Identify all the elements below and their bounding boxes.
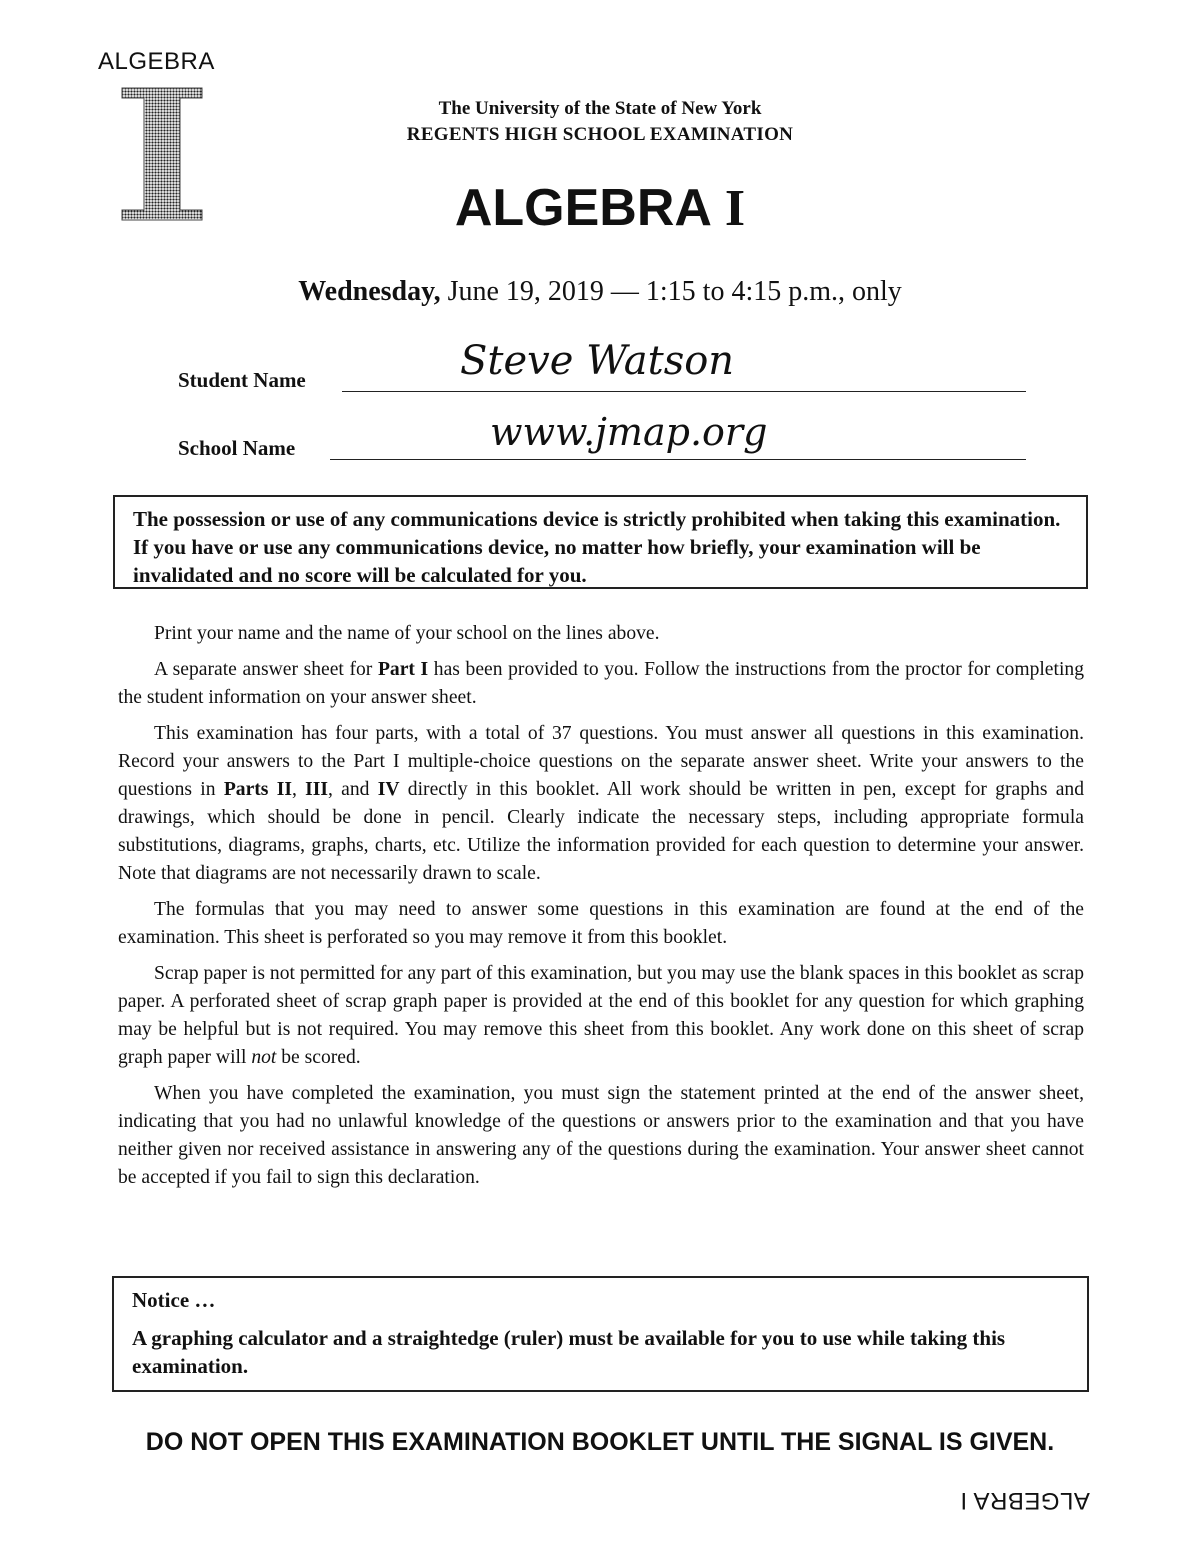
device-warning-text: The possession or use of any communications device is strictly prohibited when taking this examination. If you have or use any communications device, no matter how briefly, your examination will be invalidated and no score will be calculated for you.: [133, 507, 1061, 587]
instruction-paragraph: When you have completed the examination, you must sign the statement printed at the end of the answer sheet, indicating that you had no unlawful knowledge of the questions or answers prior to the examination and that you have neither given nor received assistance in answering any of the questions during the examination. Your answer sheet cannot be accepted if you fail to sign this declaration.: [118, 1083, 1084, 1188]
university-name: The University of the State of New York: [438, 98, 762, 119]
instruction-paragraph: This examination has four parts, with a total of 37 questions. You must answer all questions in this examination. Record your answers to the Part I multiple-choice questions on the separate answer sheet. Write your answers to the questions in Parts II, III, and IV directly in this booklet. All work should be written in pen, except for graphs and drawings, which should be done in pencil. Clearly indicate the necessary steps, including appropriate formula substitutions, diagrams, graphs, charts, etc. Utilize the information provided for each question to determine your answer. Note that diagrams are not necessarily drawn to scale.: [118, 723, 1085, 884]
corner-subject-label: ALGEBRA: [98, 48, 215, 75]
exam-header: [300, 96, 900, 148]
instruction-paragraph: Scrap paper is not permitted for any part of this examination, but you may use the blank spaces in this booklet as scrap paper. A perforated sheet of scrap graph paper is provided at the end of this booklet for any question for which graphing may be helpful but is not required. You may remove this sheet from this booklet. Any work done on this sheet of scrap graph paper will not be scored.: [118, 963, 1084, 1068]
calculator-notice-box: [112, 1276, 1089, 1392]
instructions: [118, 620, 1084, 1200]
exam-day: Wednesday,: [298, 276, 441, 307]
school-name-line: [330, 459, 1026, 460]
exam-date-time: June 19, 2019 — 1:15 to 4:15 p.m., only: [447, 276, 902, 307]
do-not-open-warning: DO NOT OPEN THIS EXAMINATION BOOKLET UNTIL THE SIGNAL IS GIVEN.: [145, 1428, 1055, 1456]
school-name-label: School Name: [178, 436, 296, 460]
exam-title: [300, 176, 900, 241]
notice-text: A graphing calculator and a straightedge (ruler) must be available for you to use while taking this examination.: [132, 1326, 1006, 1378]
exam-type: REGENTS HIGH SCHOOL EXAMINATION: [406, 124, 794, 145]
student-name-line: [342, 391, 1026, 392]
instruction-paragraph: Print your name and the name of your school on the lines above.: [154, 623, 660, 644]
title-subject: ALGEBRA: [454, 179, 712, 237]
footer-subject-label: ALGEBRA I: [960, 1487, 1090, 1514]
title-numeral: I: [724, 180, 746, 237]
instruction-paragraph: A separate answer sheet for Part I has been provided to you. Follow the instructions from the proctor for completing the student information on your answer sheet.: [118, 659, 1084, 708]
device-warning-box: [113, 495, 1088, 589]
student-name-value[interactable]: Steve Watson: [460, 338, 735, 384]
large-numeral-logo: [118, 84, 206, 224]
notice-title: Notice …: [132, 1288, 216, 1312]
exam-date: [150, 272, 1050, 312]
school-name-value[interactable]: www.jmap.org: [490, 410, 768, 454]
student-name-label: Student Name: [178, 368, 306, 392]
instruction-paragraph: The formulas that you may need to answer some questions in this examination are found at the end of the examination. This sheet is perforated so you may remove it from this booklet.: [118, 899, 1084, 948]
